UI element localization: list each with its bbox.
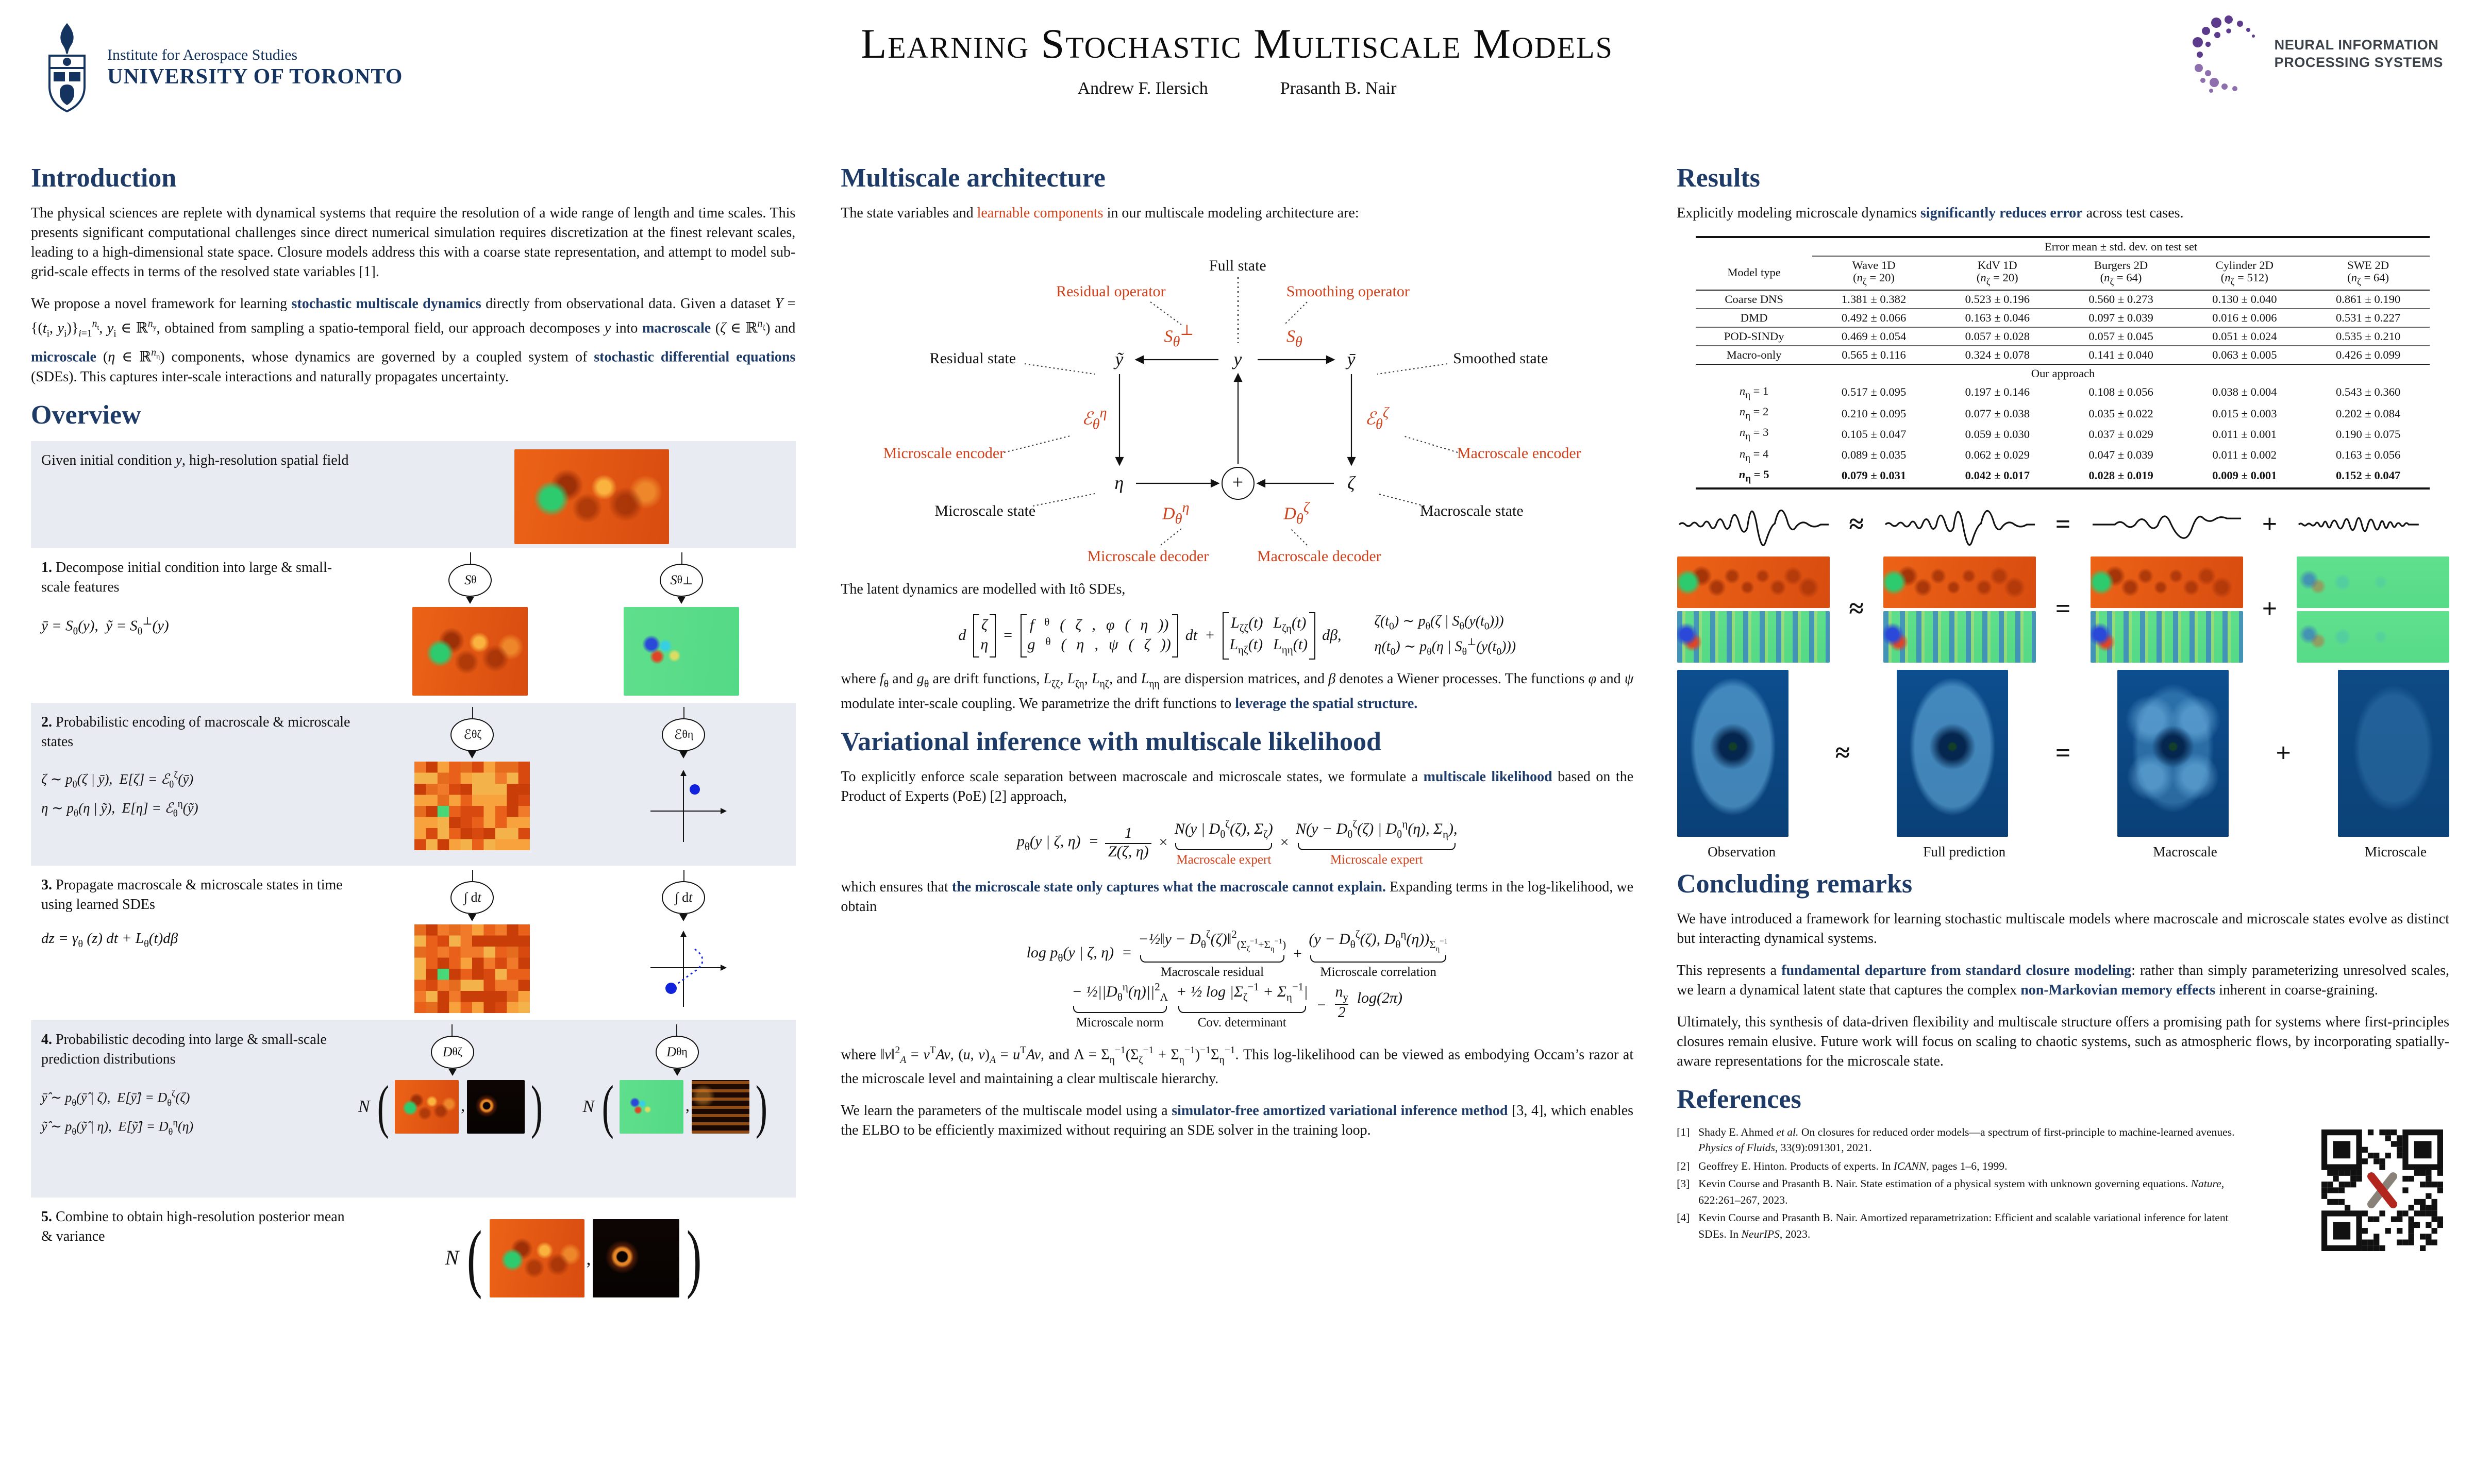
macroscale-residual-term: −½‖y − $D_\theta^\zeta(\zeta)‖^2_{(\Sigma_\zeta^{-1}+\Sigma_\eta^{-1})}$: [1138, 929, 1286, 953]
approx-symbol: ≈: [1835, 737, 1850, 767]
gaussian-symbol: N: [358, 1097, 370, 1117]
caption-observation: Observation: [1708, 844, 1776, 859]
wake-full-prediction: [1883, 556, 2036, 662]
smoothed-state-label: Smoothed state: [1453, 351, 1548, 367]
cylinder-full-prediction: [1897, 669, 2009, 836]
wake-microscale: [2297, 556, 2449, 662]
table-col-model-type: Model type: [1727, 266, 1781, 279]
approx-symbol: ≈: [1849, 509, 1864, 538]
table-row: Macro-only 0.565 ± 0.116 0.324 ± 0.078 0.141 ± 0.040 0.063 ± 0.005 0.426 ± 0.099: [1696, 346, 2430, 365]
equals-symbol: =: [2055, 509, 2071, 538]
architecture-diagram: [841, 236, 1624, 574]
results-intro: Explicitly modeling microscale dynamics significantly reduces error across test cases.: [1677, 206, 2184, 222]
cov-determinant-term: + ½ $\log |\Sigma_\zeta^{-1} + \Sigma_\eta^{-1}|$: [1176, 982, 1308, 1004]
sde-equation: [841, 612, 1633, 660]
loglik-equation-line2: [841, 982, 1633, 1031]
propagated-macroscale-mosaic-image: [415, 924, 530, 1013]
microscale-decoder-node: D θ η: [655, 1036, 698, 1069]
smoothing-operator-symbol: $S_\theta$: [1286, 326, 1302, 351]
microscale-state-label: Microscale state: [934, 503, 1036, 520]
section-introduction: Introduction: [31, 163, 177, 193]
arrow-down-icon: [679, 751, 688, 758]
column-results-conclusion: [1650, 155, 2474, 1484]
latent-axes-plot: [630, 762, 737, 850]
loglik-log2pi: log(2π): [1357, 990, 1403, 1007]
sde-d: d: [958, 627, 966, 644]
microscale-expert-term: $N(y - D_\theta^\zeta(\zeta)$ | $D_\theta^\eta(\eta)$, $\Sigma_\eta$),: [1295, 819, 1458, 841]
loglik-ny: $n_y$: [1335, 984, 1348, 1004]
table-row-best: $n_\eta = 5$ 0.079 ± 0.031 0.042 ± 0.017 0.028 ± 0.019 0.009 ± 0.001 0.152 ± 0.047: [1696, 466, 2430, 488]
overview-step-3: [31, 866, 795, 1020]
table-col-cylinder2d: Cylinder 2D $(n_\zeta = 512)$: [2215, 259, 2274, 288]
neurips-logo: [2186, 10, 2443, 99]
residual-field-image: [624, 607, 739, 696]
microscale-correlation-label: Microscale correlation: [1320, 964, 1436, 979]
caption-microscale: Microscale: [2365, 844, 2427, 859]
neurips-text-line1: NEURAL INFORMATION: [2274, 37, 2439, 53]
intro-paragraph-2: We propose a novel framework for learning stochastic multiscale dynamics directly from observational data. Given a dataset $Y = \{(t_i$, $y_i)\}_{i=1}^{n_t}$, $y_i$ ∈ ℝ$^{n_y}$, obtained from sampling a spatio-temporal field, our approach decomposes y into macroscale (ζ ∈ ℝ$^{n_\zeta}$) and microscale (η ∈ ℝ$^{n_\eta}$) components, whose dynamics are governed by a coupled system of stochastic differential equations (SDEs). This captures inter-scale interactions and naturally propagates uncertainty.: [31, 297, 796, 386]
uoft-logo: [37, 19, 403, 117]
waveform-full-prediction: [1883, 499, 2036, 549]
decoded-microscale-mean-image: [620, 1080, 683, 1134]
results-table: [1696, 236, 2430, 489]
arrow-down-icon: [677, 597, 686, 604]
caption-macroscale: Macroscale: [2153, 844, 2217, 859]
loglik-plus: +: [1292, 946, 1303, 963]
sde-L-nn: $L_{\eta\eta}(t)$: [1273, 637, 1308, 656]
step3-number: 3.: [41, 878, 52, 894]
posterior-mean-image: [490, 1219, 584, 1297]
table-group-label: Our approach: [1696, 365, 2430, 383]
step5-text: Combine to obtain high-resolution posterior mean & variance: [41, 1210, 345, 1245]
arrow-down-icon: [466, 597, 475, 604]
arrow-down-icon: [469, 914, 477, 921]
smoothing-operator-node: S θ: [449, 564, 492, 597]
sde-dbeta: dβ,: [1322, 627, 1342, 644]
sde-L-nz: $L_{\eta\zeta}(t)$: [1229, 637, 1263, 656]
section-references: References: [1677, 1084, 1801, 1114]
residual-operator-symbol: $S_\theta^\perp$: [1164, 322, 1194, 351]
microscale-correlation-term: ($y - D_\theta^\zeta(\zeta)$, $D_\theta^\eta(\eta))_{\Sigma_\eta^{-1}}$: [1309, 929, 1448, 953]
paren-close: ): [755, 1072, 767, 1140]
step1-number: 1.: [41, 561, 52, 577]
conclusion-paragraph-1: We have introduced a framework for learning stochastic multiscale models where macroscale and microscale states evolve as distinct but interacting dynamical systems.: [1677, 912, 2449, 947]
latent-trajectory-plot: [630, 924, 737, 1013]
macroscale-encoder-label: Macroscale encoder: [1457, 446, 1581, 462]
reference-item: [4] Kevin Course and Prasanth B. Nair. Amortized reparametrization: Efficient and scalable variational inference for latent SDEs. In NeurIPS, 2023.: [1677, 1212, 2229, 1240]
poe-times-2: ×: [1279, 834, 1290, 851]
paren-open: (: [601, 1072, 614, 1140]
plus-symbol: +: [2262, 509, 2278, 538]
figures-wave1d-row: [1677, 499, 2449, 549]
column-architecture-inference: [812, 155, 1650, 1484]
wake-macroscale: [2090, 556, 2243, 662]
step3-equation: dz = $\gamma_\theta$ (z) dt + $L_\theta(t)d\beta$: [41, 931, 178, 950]
table-row: $n_\eta = 1$ 0.517 ± 0.095 0.197 ± 0.146 0.108 ± 0.056 0.038 ± 0.004 0.543 ± 0.360: [1739, 385, 2401, 401]
smoothing-operator-label: Smoothing operator: [1286, 284, 1410, 300]
microscale-state-node: η: [1114, 473, 1124, 493]
conclusion-paragraph-2: This represents a fundamental departure from standard closure modeling: rather than simply parameterizing unresolved scales, we learn a dynamical latent state that captures the complex non-Markovian memory effects inherent in coarse-graining.: [1677, 963, 2449, 998]
arrow-down-icon: [673, 1069, 681, 1076]
residual-state-node: ỹ: [1115, 349, 1124, 369]
sde-equals: =: [1002, 627, 1013, 644]
equals-symbol: =: [2055, 737, 2071, 767]
conclusion-paragraph-3: Ultimately, this synthesis of data-driven flexibility and multiscale structure offers a promising path for systems where first-principles closures remain elusive. Future work will focus on scaling to chaotic systems, such as atmospheric flows, by incorporating spatially-aware representations for the microscale state.: [1677, 1015, 2449, 1069]
neurips-text-line2: PROCESSING SYSTEMS: [2274, 55, 2443, 70]
decoded-microscale-variance-image: [692, 1080, 749, 1134]
neurips-dots-icon: [2186, 10, 2275, 99]
vi-paragraph-4: We learn the parameters of the multiscale model using a simulator-free amortized variational inference method [3, 4], which enables the ELBO to be efficiently maximized without requiring an SDE solver in the training loop.: [841, 1104, 1634, 1139]
step1-equation: ȳ = $S_\theta(y)$, ỹ = $S_\theta^\perp(y)$: [41, 616, 169, 638]
university-name: UNIVERSITY OF TORONTO: [107, 63, 403, 89]
table-span-header: Error mean ± std. dev. on test set: [1812, 237, 2430, 256]
residual-state-label: Residual state: [929, 351, 1016, 367]
gaussian-symbol: N: [582, 1097, 595, 1117]
microscale-expert-label: Microscale expert: [1330, 852, 1423, 867]
macroscale-state-label: Macroscale state: [1419, 503, 1524, 520]
sde-vec-eta: η: [980, 637, 989, 653]
step1-text: Decompose initial condition into large & small-scale features: [41, 561, 332, 596]
initial-condition-field-image: [514, 449, 669, 544]
microscale-encoder-label: Microscale encoder: [883, 446, 1005, 462]
step2-text: Probabilistic encoding of macroscale & microscale states: [41, 715, 350, 751]
full-state-node: y: [1233, 349, 1242, 369]
table-row: $n_\eta = 2$ 0.210 ± 0.095 0.077 ± 0.038 0.035 ± 0.022 0.015 ± 0.003 0.202 ± 0.084: [1739, 406, 2401, 422]
poe-equation: [841, 819, 1633, 868]
gaussian-symbol: N: [445, 1246, 459, 1270]
sde-dt: dt: [1185, 627, 1198, 644]
wake-observation: [1677, 556, 1829, 662]
institute-name: Institute for Aerospace Studies: [107, 47, 298, 64]
table-group-row: [1696, 365, 2430, 383]
smoothed-field-image: [413, 607, 528, 696]
caption-full-prediction: Full prediction: [1923, 844, 2006, 859]
step5-number: 5.: [41, 1210, 52, 1226]
microscale-norm-term: − $\frac{1}{2}||D_\theta^\eta(\eta)||^2_\Lambda$: [1072, 982, 1168, 1004]
vi-paragraph-1: To explicitly enforce scale separation between macroscale and microscale states, we formulate a multiscale likelihood based on the Product of Experts (PoE) [2] approach,: [841, 769, 1634, 805]
section-multiscale-architecture: Multiscale architecture: [841, 163, 1106, 193]
overview-step-1: [31, 548, 795, 703]
macroscale-expert-term: N(y | $D_\theta^\zeta(\zeta)$, $\Sigma_\zeta$): [1174, 819, 1273, 841]
table-col-burgers2d: Burgers 2D $(n_\zeta = 64)$: [2094, 259, 2148, 288]
poster-title: Learning Stochastic Multiscale Models: [861, 20, 1613, 67]
section-variational-inference: Variational inference with multiscale likelihood: [841, 726, 1381, 756]
plus-symbol: +: [2262, 594, 2278, 623]
smoothed-state-node: ȳ: [1347, 349, 1356, 369]
plus-symbol: +: [2276, 737, 2291, 767]
reference-item: [2] Geoffrey E. Hinton. Products of experts. In ICANN, pages 1–6, 1999.: [1677, 1160, 2008, 1172]
table-row: Coarse DNS 1.381 ± 0.382 0.523 ± 0.196 0.560 ± 0.273 0.130 ± 0.040 0.861 ± 0.190: [1696, 291, 2430, 309]
reference-item: [3] Kevin Course and Prasanth B. Nair. State estimation of a physical system with unknown governing equations. Nature, 622:261–267, 2023.: [1677, 1178, 2225, 1206]
table-row: $n_\eta = 4$ 0.089 ± 0.035 0.062 ± 0.029 0.047 ± 0.039 0.011 ± 0.002 0.163 ± 0.056: [1739, 448, 2401, 464]
cylinder-microscale: [2338, 669, 2449, 836]
authors: [670, 78, 1804, 99]
overview-step-2: [31, 703, 795, 866]
arrow-down-icon: [469, 751, 477, 758]
step3-text: Propagate macroscale & microscale states in time using learned SDEs: [41, 878, 343, 914]
architecture-intro: The state variables and learnable components in our multiscale modeling architecture are:: [841, 206, 1359, 222]
table-col-swe2d: SWE 2D $(n_\zeta = 64)$: [2347, 259, 2389, 288]
integrate-node-right: ∫ d t: [662, 881, 705, 914]
macroscale-state-node: ζ: [1347, 473, 1355, 493]
table-col-wave1d: Wave 1D $(n_\zeta = 20)$: [1852, 259, 1896, 288]
waveform-microscale: [2297, 499, 2449, 549]
poe-frac-num: 1: [1124, 825, 1132, 842]
overview-step-0: [31, 441, 795, 548]
table-row: $n_\eta = 3$ 0.105 ± 0.047 0.059 ± 0.030 0.037 ± 0.029 0.011 ± 0.001 0.190 ± 0.075: [1739, 427, 2401, 443]
sde-init-eta: $\eta(t_0)$ ∼ $p_\theta(\eta$ | $S_\theta^\perp(y(t_0))$): [1374, 637, 1516, 659]
vi-paragraph-2: which ensures that the microscale state only captures what the macroscale cannot explain. Expanding terms in the log-likelihood, we obtain: [841, 880, 1634, 915]
integrate-node-left: ∫ d t: [451, 881, 494, 914]
macroscale-decoder-label: Macroscale decoder: [1257, 549, 1381, 565]
figure-captions: [1677, 844, 2449, 860]
microscale-decoder-symbol: $D_\theta^\eta$: [1162, 499, 1190, 528]
microscale-encoder-node: ℰ θ η: [662, 718, 705, 751]
figures-wake-row: [1677, 556, 2449, 662]
sde-L-zn: $L_{\zeta\eta}(t)$: [1273, 615, 1307, 635]
sde-init-zeta: $\zeta(t_0)$ ∼ $p_\theta(\zeta$ | $S_\theta(y(t_0))$): [1374, 614, 1504, 633]
macroscale-decoder-symbol: $D_\theta^\zeta$: [1283, 499, 1310, 528]
overview-step-4: 4. Probabilistic decoding into large & small-scale prediction distributions ȳ̂ ∼ $p_\theta(ȳ̂$ | ζ), E[ȳ̂] = $D_\theta^\zeta(\zeta)$ ỹ̂ ∼ $p_\theta(ỹ̂$ | η), E[ỹ̂] = $D_\theta^\eta(\eta)$ D θ ζ N ( , ) D θ η N ( , ): [31, 1020, 795, 1198]
microscale-decoder-label: Microscale decoder: [1087, 549, 1209, 565]
equals-symbol: =: [2055, 594, 2071, 623]
paren-open: (: [467, 1216, 482, 1301]
table-row: DMD 0.492 ± 0.066 0.163 ± 0.046 0.097 ± 0.039 0.016 ± 0.006 0.531 ± 0.227: [1696, 309, 2430, 328]
vi-paragraph-3: where ‖v‖$^2_A$ = $v^TAv$, (u, $v)_A = u^TAv$, and $\Lambda = \Sigma_\eta^{-1}(\Sigma_\zeta^{-1} + \Sigma_\eta^{-1})^{-1}\Sigma_\eta^{-1}$. This log-likelihood can be viewed as embodying Occam’s razor at the microscale level and maintaining a clear multiscale hierarchy.: [841, 1044, 1634, 1088]
decoded-macroscale-variance-image: [467, 1080, 525, 1134]
microscale-norm-label: Microscale norm: [1076, 1015, 1164, 1030]
step2-equation-2: η ∼ $p_\theta(\eta$ | ỹ), E[η] = ℰ$_\theta^\eta$(ỹ): [41, 800, 198, 820]
step4-number: 4.: [41, 1033, 52, 1049]
residual-operator-node: S θ ⊥: [660, 564, 703, 597]
decoded-macroscale-mean-image: [395, 1080, 459, 1134]
author-2: Prasanth B. Nair: [1280, 78, 1397, 98]
poe-times-1: ×: [1158, 834, 1168, 851]
waveform-macroscale: [2090, 499, 2243, 549]
sum-node: +: [1221, 467, 1254, 500]
paren-open: (: [377, 1072, 389, 1140]
encoded-macroscale-mosaic-image: [415, 762, 530, 850]
architecture-arrows: [841, 236, 1624, 574]
sde-drift-f: f θ ( ζ , φ ( η )): [1029, 617, 1169, 634]
reference-item: [1] Shady E. Ahmed et al. On closures for reduced order models—a spectrum of first-principle to machine-learned avenues. Physics of Fluids, 33(9):091301, 2021.: [1677, 1126, 2235, 1154]
macroscale-decoder-node: D θ ζ: [431, 1036, 474, 1069]
step2-number: 2.: [41, 715, 52, 731]
macroscale-encoder-symbol: ℰ$_\theta^\zeta$: [1365, 404, 1389, 433]
step2-equation-1: ζ ∼ $p_\theta(\zeta$ | ȳ), E[ζ] = ℰ$_\theta^\zeta$(ȳ): [41, 771, 194, 791]
step0-text: Given initial condition y, high-resolution spatial field: [41, 453, 349, 469]
full-state-label: Full state: [1209, 258, 1266, 275]
step4-equation-1: ȳ̂ ∼ $p_\theta(ȳ̂$ | ζ), E[ȳ̂] = $D_\theta^\zeta(\zeta)$: [41, 1088, 190, 1108]
column-introduction-overview: [0, 155, 812, 1484]
posterior-variance-image: [593, 1219, 680, 1297]
approx-symbol: ≈: [1849, 594, 1864, 623]
section-overview: Overview: [31, 400, 141, 430]
microscale-encoder-symbol: ℰ$_\theta^\eta$: [1082, 404, 1107, 433]
paren-close: ): [530, 1072, 543, 1140]
arrow-down-icon: [448, 1069, 457, 1076]
figures-cylinder-row: [1677, 669, 2449, 836]
sde-plus: +: [1205, 627, 1215, 644]
step4-equation-2: ỹ̂ ∼ $p_\theta(ỹ̂$ | η), E[ỹ̂] = $D_\theta^\eta(\eta)$: [41, 1117, 194, 1137]
residual-operator-label: Residual operator: [1056, 284, 1166, 300]
poe-lhs: $p_\theta(y$ | ζ, η) =: [1016, 833, 1099, 853]
arrow-down-icon: [679, 914, 688, 921]
section-concluding-remarks: Concluding remarks: [1677, 868, 1913, 898]
author-1: Andrew F. Ilersich: [1077, 78, 1208, 98]
cylinder-observation: [1677, 669, 1788, 836]
cylinder-macroscale: [2117, 669, 2229, 836]
loglik-2: 2: [1335, 1004, 1349, 1022]
sde-L-zz: $L_{\zeta\zeta}(t)$: [1231, 615, 1263, 635]
sde-vec-zeta: ζ: [981, 617, 988, 634]
waveform-observation: [1677, 499, 1829, 549]
uoft-crest-icon: [37, 19, 97, 117]
loglik-minus: −: [1316, 997, 1327, 1014]
step4-text: Probabilistic decoding into large & small-scale prediction distributions: [41, 1033, 327, 1068]
intro-paragraph-1: The physical sciences are replete with dynamical systems that require the resolution of a wide range of length and time scales. This presents significant computational challenges since direct numerical simulation requires discretization at the finest relevant scales, leading to a high-dimensional state space. Closure models address this with a coarse state representation, and attempt to model sub-grid-scale effects in terms of the resolved state variables [1].: [31, 206, 796, 280]
loglik-equation-line1: [841, 930, 1633, 980]
paren-close: ): [687, 1216, 702, 1301]
header: [0, 0, 2474, 157]
table-col-kdv1d: KdV 1D $(n_\zeta = 20)$: [1976, 259, 2018, 288]
sde-where-paragraph: where $f_\theta$ and $g_\theta$ are drift functions, $L_{\zeta\zeta}$, $L_{\zeta\eta}$, $L_{\eta\zeta}$, and $L_{\eta\eta}$ are dispersion matrices, and β denotes a Wiener processes. The functions φ and ψ modulate inter-scale coupling. We parametrize the drift functions to leverage the spatial structure.: [841, 672, 1634, 712]
loglik-lhs: $\log p_\theta(y$ | ζ, η) =: [1026, 945, 1132, 965]
table-row: POD-SINDy 0.469 ± 0.054 0.057 ± 0.028 0.057 ± 0.045 0.051 ± 0.024 0.535 ± 0.210: [1696, 328, 2430, 346]
overview-step-5: 5. Combine to obtain high-resolution posterior mean & variance N ( , ): [41, 1210, 702, 1301]
qr-code: [2321, 1129, 2443, 1251]
poe-frac-den: Z(ζ, η): [1105, 843, 1152, 862]
sde-intro: The latent dynamics are modelled with Itô SDEs,: [841, 582, 1126, 598]
macroscale-residual-label: Macroscale residual: [1160, 964, 1264, 979]
sde-drift-g: g θ ( η , ψ ( ζ )): [1027, 637, 1171, 653]
section-results: Results: [1677, 163, 1760, 193]
cov-determinant-label: Cov. determinant: [1197, 1015, 1286, 1030]
macroscale-expert-label: Macroscale expert: [1176, 852, 1272, 867]
macroscale-encoder-node: ℰ θ ζ: [451, 718, 494, 751]
